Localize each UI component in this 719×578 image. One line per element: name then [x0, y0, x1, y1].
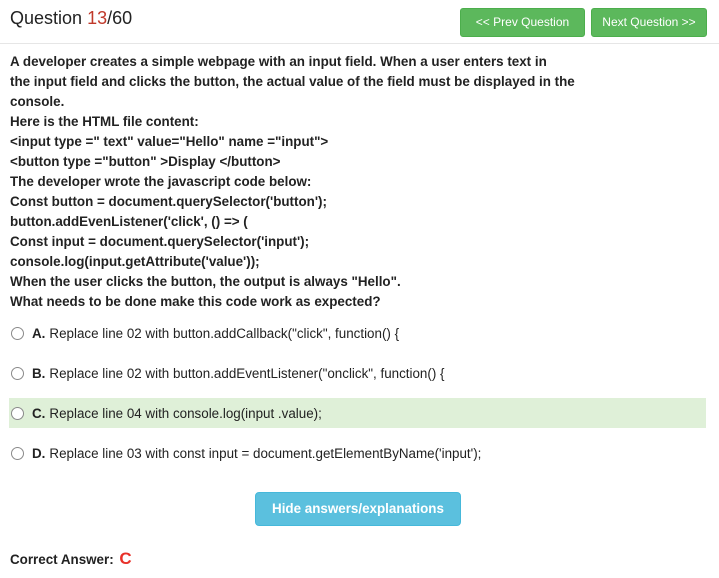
question-line: When the user clicks the button, the output is always "Hello".	[10, 274, 401, 289]
current-question-number: 13	[87, 8, 108, 28]
question-line: button.addEvenListener('click', () => (	[10, 214, 248, 229]
hide-answers-button[interactable]: Hide answers/explanations	[255, 492, 461, 526]
question-line: console.log(input.getAttribute('value'));	[10, 254, 260, 269]
next-question-button[interactable]: Next Question >>	[591, 8, 707, 37]
correct-answer-label: Correct Answer:	[10, 552, 114, 567]
question-line: the input field and clicks the button, the actual value of the field must be displayed in the	[10, 74, 575, 89]
option-b-radio[interactable]	[11, 367, 24, 380]
correct-answer	[10, 549, 132, 569]
header-divider	[0, 43, 719, 44]
question-line: What needs to be done make this code work as expected?	[10, 294, 381, 309]
total-questions: /60	[107, 8, 133, 28]
option-letter: D.	[32, 445, 46, 461]
question-text	[10, 52, 620, 312]
question-label: Question	[10, 8, 83, 28]
option-c-radio[interactable]	[11, 407, 24, 420]
question-line: <input type =" text" value="Hello" name ="input">	[10, 134, 329, 149]
option-text: Replace line 03 with const input = document.getElementByName('input');	[49, 445, 482, 461]
question-line: Here is the HTML file content:	[10, 114, 199, 129]
option-b[interactable]	[9, 358, 706, 388]
option-letter: A.	[32, 325, 46, 341]
question-line: <button type ="button" >Display </button>	[10, 154, 281, 169]
option-d-radio[interactable]	[11, 447, 24, 460]
question-line: Const button = document.querySelector('button');	[10, 194, 327, 209]
option-letter: C.	[32, 405, 46, 421]
answer-options	[9, 318, 706, 478]
option-a-radio[interactable]	[11, 327, 24, 340]
option-text: Replace line 04 with console.log(input .value);	[49, 405, 322, 421]
question-line: A developer creates a simple webpage with an input field. When a user enters text in	[10, 54, 547, 69]
option-letter: B.	[32, 365, 46, 381]
option-d[interactable]	[9, 438, 706, 468]
option-text: Replace line 02 with button.addEventListener("onclick", function() {	[49, 365, 445, 381]
question-counter	[10, 8, 132, 29]
option-a[interactable]	[9, 318, 706, 348]
question-line: The developer wrote the javascript code below:	[10, 174, 312, 189]
question-line: Const input = document.querySelector('input');	[10, 234, 310, 249]
question-header	[10, 7, 707, 37]
option-c[interactable]	[9, 398, 706, 428]
prev-question-button[interactable]: << Prev Question	[460, 8, 585, 37]
correct-answer-value: C	[119, 549, 132, 568]
option-text: Replace line 02 with button.addCallback("click", function() {	[49, 325, 400, 341]
question-line: console.	[10, 94, 65, 109]
